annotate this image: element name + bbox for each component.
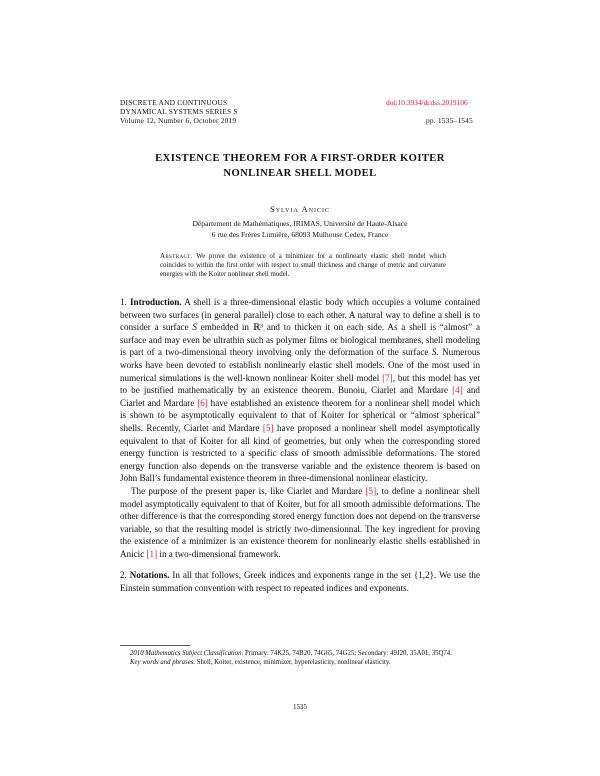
journal-header: [120, 98, 238, 125]
intro-text: in a two-dimensional framework.: [159, 548, 281, 559]
journal-volume: Volume 12, Number 6, October 2019: [120, 116, 237, 125]
page-number: 1535: [293, 703, 307, 711]
math-symbol: S.: [431, 347, 439, 358]
intro-paragraph-1: [120, 296, 480, 485]
title-line-1: EXISTENCE THEOREM FOR A FIRST-ORDER KOITER: [155, 153, 445, 164]
intro-text: , to define a nonlinear shell model asymptotically equivalent to that of Koiter, but for all smooth admissible deformations. The other difference is that the corresponding stored energy function does not depend on the transverse variable, so that the resulting model is strictly two-dimensionnal. The key ingredient for proving the existence of a minimizer is an existence theorem for nonlinearly elastic shells established in Anicic: [120, 485, 481, 559]
journal-name-line1: DISCRETE AND CONTINUOUS: [120, 98, 228, 107]
section-1-heading: Introduction.: [129, 297, 182, 307]
section-1-number: 1.: [120, 297, 127, 307]
intro-text: and Ciarlet and Mardare: [120, 385, 480, 408]
abstract: [160, 253, 446, 279]
intro-text: , but this model has yet to be justified mathematically by an existence theorem. Bunoiu, Ciarlet and Mardare: [120, 372, 480, 396]
intro-text: A shell is a three-dimensional elastic body which occupies a volume contained between two surfaces (in general parallel) close to each other. A natural way to define a shell is to consider a surface: [120, 297, 480, 333]
keywords-footnote: [120, 658, 480, 667]
intro-text: Numerous works have been devoted to establish nonlinearly elastic shell models. One of the most used in numerical simulations is the well-known nonlinear Koiter shell model: [120, 347, 480, 383]
math-symbol: ℝ³: [252, 322, 264, 333]
intro-text: have established an existence theorem for a nonlinear shell model which is shown to be asymptotically equivalent to that of Koiter for spherical or “almost spherical” shells. Recently, Ciarlet and Mardare: [120, 397, 480, 433]
abstract-text: We prove the existence of a minimizer for a nonlinearly elastic shell model which coincides to within the first order with respect to small thickness and change of metric and curvature energies with the Koiter nonlinear shell model.: [160, 253, 446, 278]
citation-link[interactable]: [5]: [365, 485, 377, 496]
affiliation-line-1: Département de Mathématiques, IRIMAS, Université de Haute-Alsace: [192, 219, 408, 228]
msc-footnote: [120, 649, 480, 658]
math-symbol: S: [192, 322, 197, 333]
intro-text: The purpose of the present paper is, like Ciarlet and Mardare: [131, 485, 363, 496]
abstract-label: Abstract.: [160, 253, 193, 260]
intro-text: and to thicken it on each side. As a shell is “almost” a surface and may even be ultrathin such as polymer films or biological membranes, shell modeling is part of a two-dimensional theory involving only the deformation of the surface: [120, 322, 481, 358]
intro-paragraph-2: [120, 485, 480, 561]
section-2-number: 2.: [120, 570, 127, 581]
keywords-text: Shell, Koiter, existence, minimizer, hyperelasticity, nonlinear elasticity.: [196, 659, 391, 667]
keywords-label: Key words and phrases.: [130, 659, 196, 667]
journal-name-line2: DYNAMICAL SYSTEMS SERIES S: [120, 107, 238, 116]
doi-link[interactable]: doi:10.3934/dcdss.2019106: [386, 98, 468, 107]
affiliation-line-2: 6 rue des Frères Lumière, 68093 Mulhouse Cedex, France: [211, 230, 389, 239]
citation-link[interactable]: [1]: [146, 548, 158, 559]
citation-link[interactable]: [6]: [197, 397, 208, 408]
intro-text: embedded in: [200, 322, 249, 333]
msc-label: 2010 Mathematics Subject Classification.: [130, 650, 244, 657]
author-name: Sylvia Anicic: [269, 204, 331, 214]
page-range: pp. 1535–1545: [426, 116, 473, 125]
citation-link[interactable]: [5]: [262, 422, 274, 433]
citation-link[interactable]: [4]: [452, 385, 463, 396]
footnotes: [120, 649, 480, 668]
intro-text: have proposed a nonlinear shell model asymptotically equivalent to that of Koiter for all kind of geometries, but only when the corresponding stored energy function is restricted to a specific class of smooth admissible deformations. The stored energy function also depends on the transverse variable and the existence theorem is based on John Ball’s fundamental existence theorem in three-dimensional nonlinear elasticity.: [120, 422, 480, 484]
title-line-2: NONLINEAR SHELL MODEL: [223, 168, 377, 179]
affiliation: [0, 218, 600, 240]
citation-link[interactable]: [7]: [382, 372, 393, 383]
section-2-heading: Notations.: [129, 570, 170, 581]
body-text: [120, 296, 480, 595]
paper-title: [0, 151, 600, 181]
msc-text: Primary: 74K25, 74B20, 74G65, 74G25; Secondary: 49J20, 35A01, 35Q74.: [244, 650, 452, 657]
footnote-rule: [120, 645, 190, 646]
notations-paragraph: [120, 569, 480, 594]
notations-text: In all that follows, Greek indices and exponents range in the set {1,2}. We use the Einstein summation convention with respect to repeated indices and exponents.: [120, 570, 480, 594]
